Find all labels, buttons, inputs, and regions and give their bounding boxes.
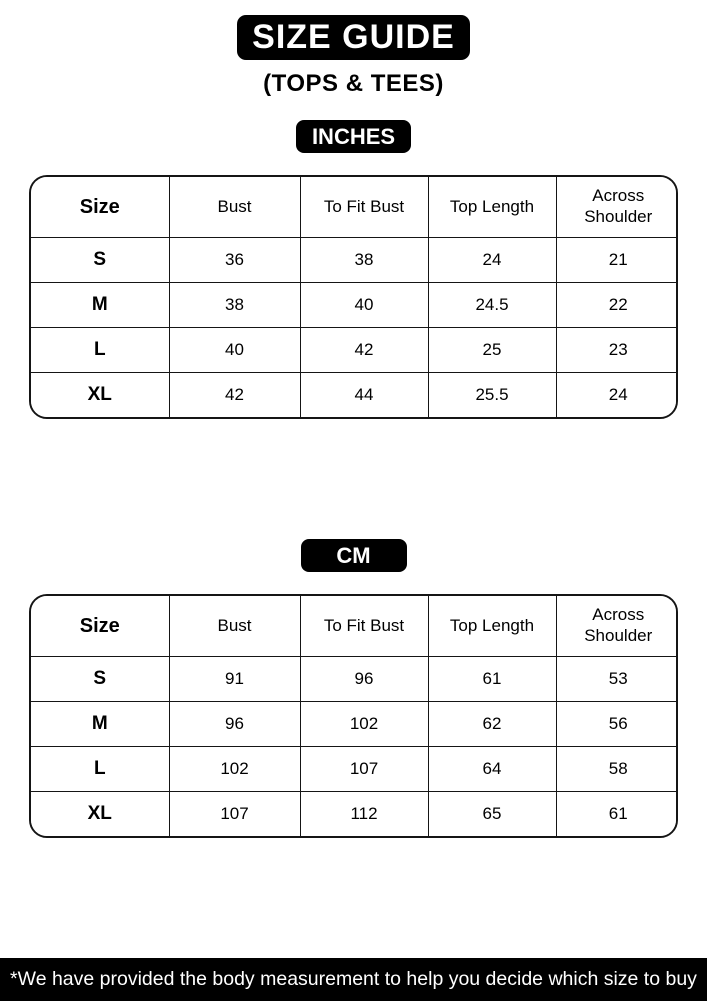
page-subtitle: (TOPS & TEES) [263,70,444,97]
column-header-top-length: Top Length [428,596,556,656]
cm-table [31,596,678,836]
inches-table [31,177,678,417]
inches-unit-badge: INCHES [296,120,411,153]
column-header-to-fit-bust: To Fit Bust [300,596,428,656]
value-cell: 107 [169,791,300,836]
value-cell: 62 [428,701,556,746]
value-cell: 65 [428,791,556,836]
column-header-to-fit-bust: To Fit Bust [300,177,428,237]
value-cell: 107 [300,746,428,791]
value-cell: 64 [428,746,556,791]
value-cell: 53 [556,656,678,701]
value-cell: 24 [556,372,678,417]
size-cell: L [31,327,169,372]
footer-note-bar [0,958,707,1001]
value-cell: 102 [169,746,300,791]
table-row-l [31,746,678,791]
value-cell: 96 [169,701,300,746]
value-cell: 25 [428,327,556,372]
page-title: SIZE GUIDE [237,15,470,60]
value-cell: 91 [169,656,300,701]
value-cell: 96 [300,656,428,701]
value-cell: 38 [169,282,300,327]
table-row-l [31,327,678,372]
column-header-across-shoulder: Across Shoulder [556,596,678,656]
cm-unit-badge: CM [301,539,407,572]
value-cell: 61 [428,656,556,701]
size-cell: M [31,701,169,746]
size-cell: S [31,237,169,282]
size-cell: S [31,656,169,701]
value-cell: 25.5 [428,372,556,417]
value-cell: 58 [556,746,678,791]
value-cell: 36 [169,237,300,282]
table-row-m [31,282,678,327]
column-header-size: Size [31,596,169,656]
value-cell: 24.5 [428,282,556,327]
table-row-s [31,237,678,282]
cm-section [0,419,707,838]
table-row-m [31,701,678,746]
size-cell: XL [31,372,169,417]
column-header-bust: Bust [169,596,300,656]
value-cell: 44 [300,372,428,417]
size-cell: XL [31,791,169,836]
value-cell: 112 [300,791,428,836]
value-cell: 40 [169,327,300,372]
value-cell: 42 [169,372,300,417]
value-cell: 21 [556,237,678,282]
table-header-row [31,596,678,656]
table-row-xl [31,372,678,417]
value-cell: 42 [300,327,428,372]
inches-section [0,101,707,419]
table-row-xl [31,791,678,836]
cm-table-container [29,594,678,838]
value-cell: 61 [556,791,678,836]
footer-note: *We have provided the body measurement to help you decide which size to buy [10,968,697,990]
column-header-across-shoulder: Across Shoulder [556,177,678,237]
column-header-top-length: Top Length [428,177,556,237]
value-cell: 38 [300,237,428,282]
inches-table-container [29,175,678,419]
value-cell: 40 [300,282,428,327]
value-cell: 102 [300,701,428,746]
size-cell: M [31,282,169,327]
column-header-size: Size [31,177,169,237]
value-cell: 23 [556,327,678,372]
table-header-row [31,177,678,237]
table-row-s [31,656,678,701]
size-cell: L [31,746,169,791]
value-cell: 24 [428,237,556,282]
column-header-bust: Bust [169,177,300,237]
value-cell: 22 [556,282,678,327]
value-cell: 56 [556,701,678,746]
page-header [0,0,707,101]
